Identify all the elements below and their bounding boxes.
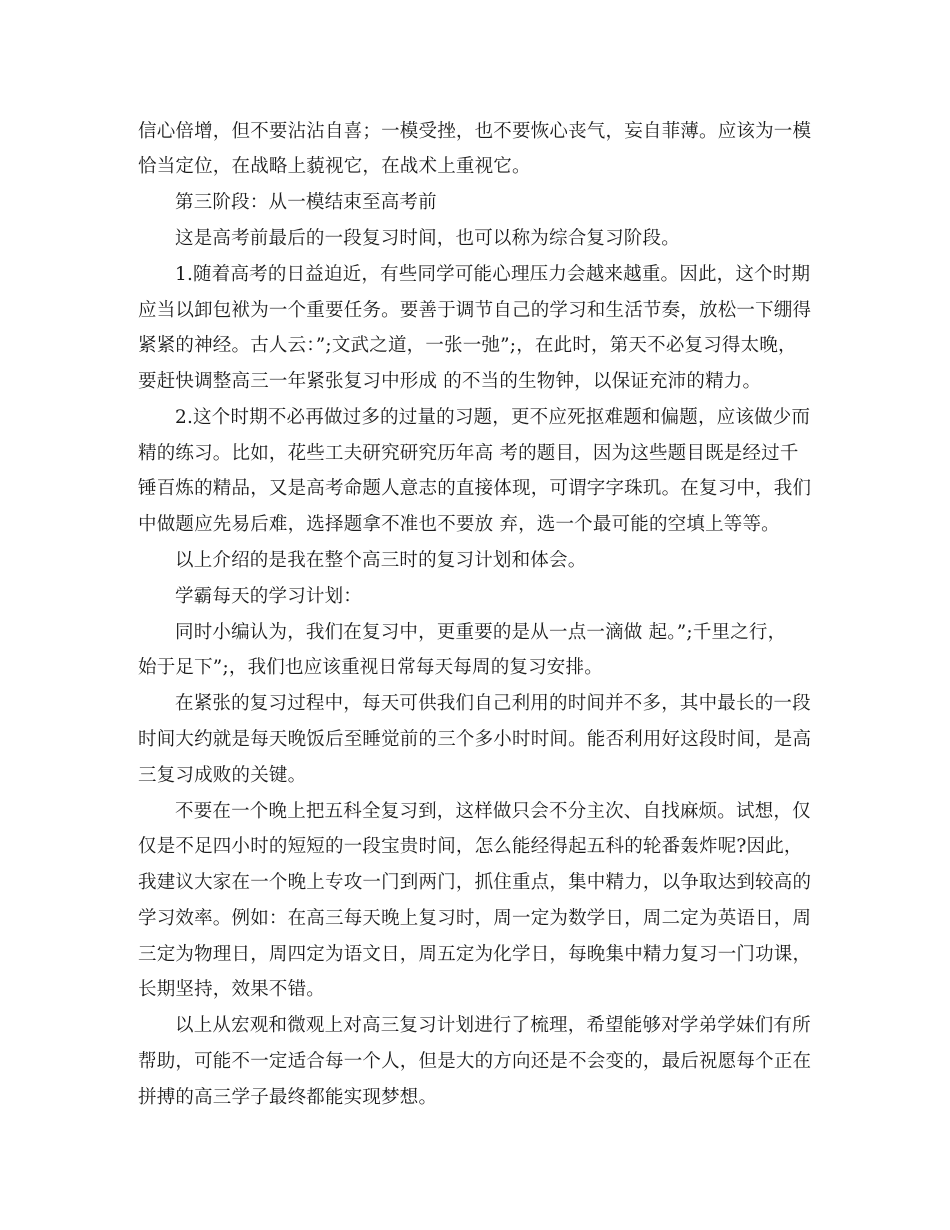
text-line: 在紧张的复习过程中，每天可供我们自己利用的时间并不多，其中最长的一段 bbox=[175, 693, 811, 714]
text-line: 学习效率。例如：在高三每天晚上复习时，周一定为数学日，周二定为英语日，周 bbox=[138, 908, 812, 929]
text-line: 1.随着高考的日益迫近，有些同学可能心理压力会越来越重。因此，这个时期 bbox=[175, 264, 811, 285]
section-heading: 第三阶段：从一模结束至高考前 bbox=[175, 192, 437, 213]
text-line: 这是高考前最后的一段复习时间，也可以称为综合复习阶段。 bbox=[175, 228, 680, 249]
text-line: 以上介绍的是我在整个高三时的复习计划和体会。 bbox=[175, 550, 587, 571]
section-heading: 学霸每天的学习计划： bbox=[175, 586, 363, 607]
text-line: 仅是不足四小时的短短的一段宝贵时间，怎么能经得起五科的轮番轰炸呢?因此， bbox=[138, 836, 803, 857]
text-line: 紧紧的神经。古人云：”;文武之道，一张一弛”;，在此时，第天不必复习得太晚， bbox=[138, 335, 797, 356]
text-line: 中做题应先易后难，选择题拿不准也不要放 弃，选一个最可能的空填上等等。 bbox=[138, 514, 780, 535]
text-line: 三复习成败的关键。 bbox=[138, 765, 307, 786]
text-line: 时间大约就是每天晚饭后至睡觉前的三个多小时时间。能否利用好这段时间，是高 bbox=[138, 729, 812, 750]
text-line: 我建议大家在一个晚上专攻一门到两门，抓住重点，集中精力，以争取达到较高的 bbox=[138, 872, 812, 893]
text-line: 应当以卸包袱为一个重要任务。要善于调节自己的学习和生活节奏，放松一下绷得 bbox=[138, 300, 812, 321]
text-line: 拼搏的高三学子最终都能实现梦想。 bbox=[138, 1087, 438, 1108]
text-line: 恰当定位，在战略上藐视它，在战术上重视它。 bbox=[138, 156, 531, 177]
text-line: 2.这个时期不必再做过多的过量的习题，更不应死抠难题和偏题，应该做少而 bbox=[175, 407, 811, 428]
text-line: 始于足下”;，我们也应该重视日常每天每周的复习安排。 bbox=[138, 657, 603, 678]
text-line: 精的练习。比如，花些工夫研究研究历年高 考的题目，因为这些题目既是经过千 bbox=[138, 443, 799, 464]
text-line: 帮助，可能不一定适合每一个人，但是大的方向还是不会变的，最后祝愿每个正在 bbox=[138, 1051, 812, 1072]
text-line: 三定为物理日，周四定为语文日，周五定为化学日，每晚集中精力复习一门功课， bbox=[138, 944, 812, 965]
text-line: 信心倍增，但不要沾沾自喜；一模受挫，也不要恢心丧气，妄自菲薄。应该为一模 bbox=[138, 121, 812, 142]
text-line: 要赶快调整高三一年紧张复习中形成 的不当的生物钟，以保证充沛的精力。 bbox=[138, 371, 762, 392]
text-line: 以上从宏观和微观上对高三复习计划进行了梳理，希望能够对学弟学妹们有所 bbox=[175, 1015, 811, 1036]
text-line: 长期坚持，效果不错。 bbox=[138, 979, 326, 1000]
text-line: 不要在一个晚上把五科全复习到，这样做只会不分主次、自找麻烦。试想，仅 bbox=[175, 801, 811, 822]
text-line: 锤百炼的精品，又是高考命题人意志的直接体现，可谓字字珠玑。在复习中，我们 bbox=[138, 478, 812, 499]
text-line: 同时小编认为，我们在复习中，更重要的是从一点一滴做 起。”;千里之行， bbox=[175, 622, 787, 643]
